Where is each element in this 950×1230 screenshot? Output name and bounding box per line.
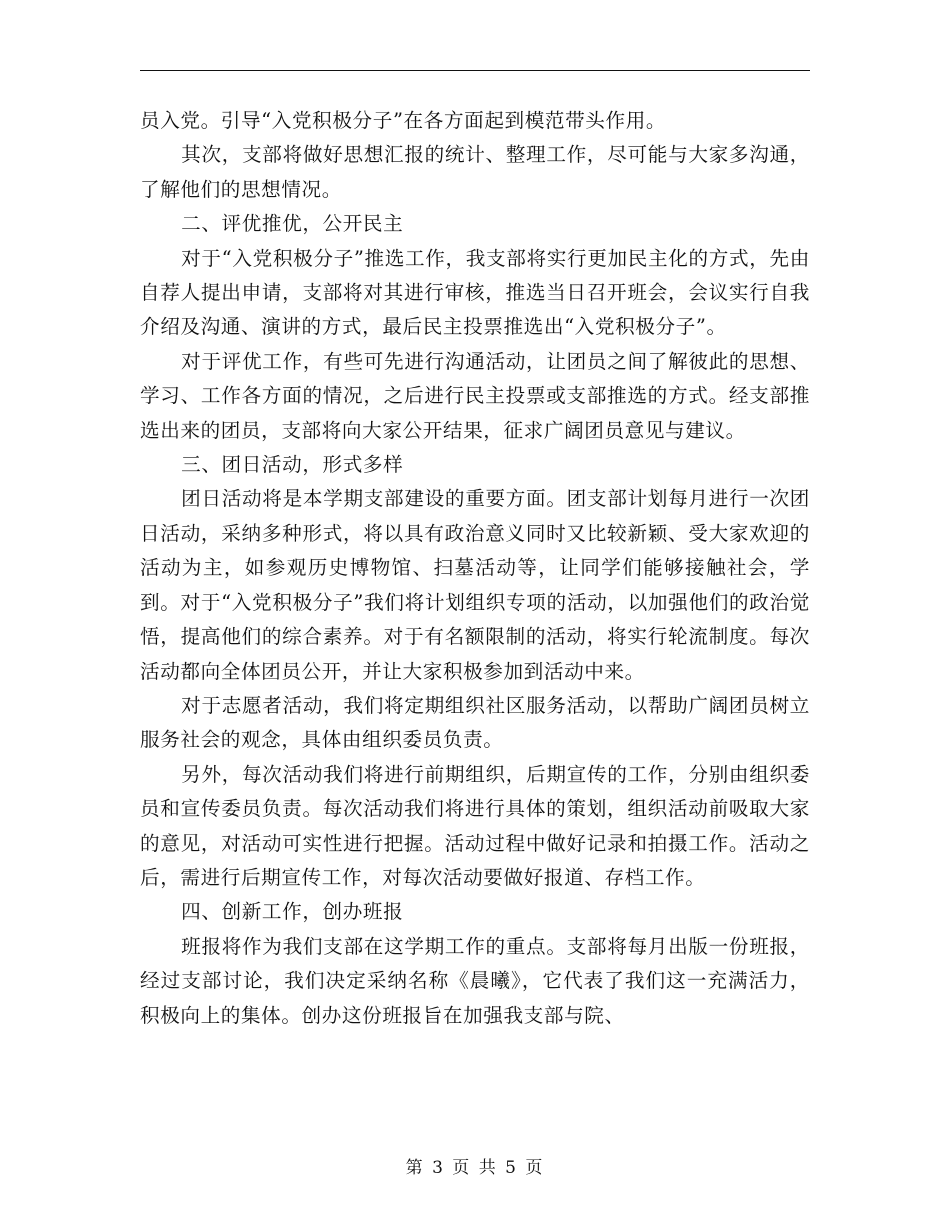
- paragraph-8: 班报将作为我们支部在这学期工作的重点。支部将每月出版一份班报，经过支部讨论，我们决定采纳名称《晨曦》，它代表了我们这一充满活力，积极向上的集体。创办这份班报旨在加强我支部与院、: [140, 934, 810, 1027]
- paragraph-5: 团日活动将是本学期支部建设的重要方面。团支部计划每月进行一次团日活动，采纳多种形式，将以具有政治意义同时又比较新颖、受大家欢迎的活动为主，如参观历史博物馆、扫墓活动等，让同学们能够接触社会，学到。对于“入党积极分子”我们将计划组织专项的活动，以加强他们的政治觉悟，提高他们的综合素养。对于有名额限制的活动，将实行轮流制度。每次活动都向全体团员公开，并让大家积极参加到活动中来。: [140, 487, 810, 683]
- paragraph-3: 对于“入党积极分子”推选工作，我支部将实行更加民主化的方式，先由自荐人提出申请，支部将对其进行审核，推选当日召开班会，会议实行自我介绍及沟通、演讲的方式，最后民主投票推选出“入党积极分子”。: [140, 246, 810, 339]
- paragraph-2: 其次，支部将做好思想汇报的统计、整理工作，尽可能与大家多沟通，了解他们的思想情况。: [140, 143, 810, 201]
- paragraph-7: 另外，每次活动我们将进行前期组织，后期宣传的工作，分别由组织委员和宣传委员负责。每次活动我们将进行具体的策划，组织活动前吸取大家的意见，对活动可实性进行把握。活动过程中做好记录和拍摄工作。活动之后，需进行后期宣传工作，对每次活动要做好报道、存档工作。: [140, 762, 810, 889]
- page-number-footer: 第 3 页 共 5 页: [405, 1158, 545, 1178]
- paragraph-1: 员入党。引导“入党积极分子”在各方面起到模范带头作用。: [140, 109, 667, 132]
- section-heading-2: 二、评优推优，公开民主: [181, 212, 404, 236]
- section-heading-4: 四、创新工作，创办班报: [181, 900, 404, 924]
- document-body: [140, 104, 810, 1033]
- section-heading-3: 三、团日活动，形式多样: [181, 453, 404, 477]
- paragraph-6: 对于志愿者活动，我们将定期组织社区服务活动，以帮助广阔团员树立服务社会的观念，具体由组织委员负责。: [140, 693, 810, 752]
- paragraph-4: 对于评优工作，有些可先进行沟通活动，让团员之间了解彼此的思想、学习、工作各方面的情况，之后进行民主投票或支部推选的方式。经支部推选出来的团员，支部将向大家公开结果，征求广阔团员意见与建议。: [140, 349, 810, 442]
- header-rule: [140, 70, 810, 71]
